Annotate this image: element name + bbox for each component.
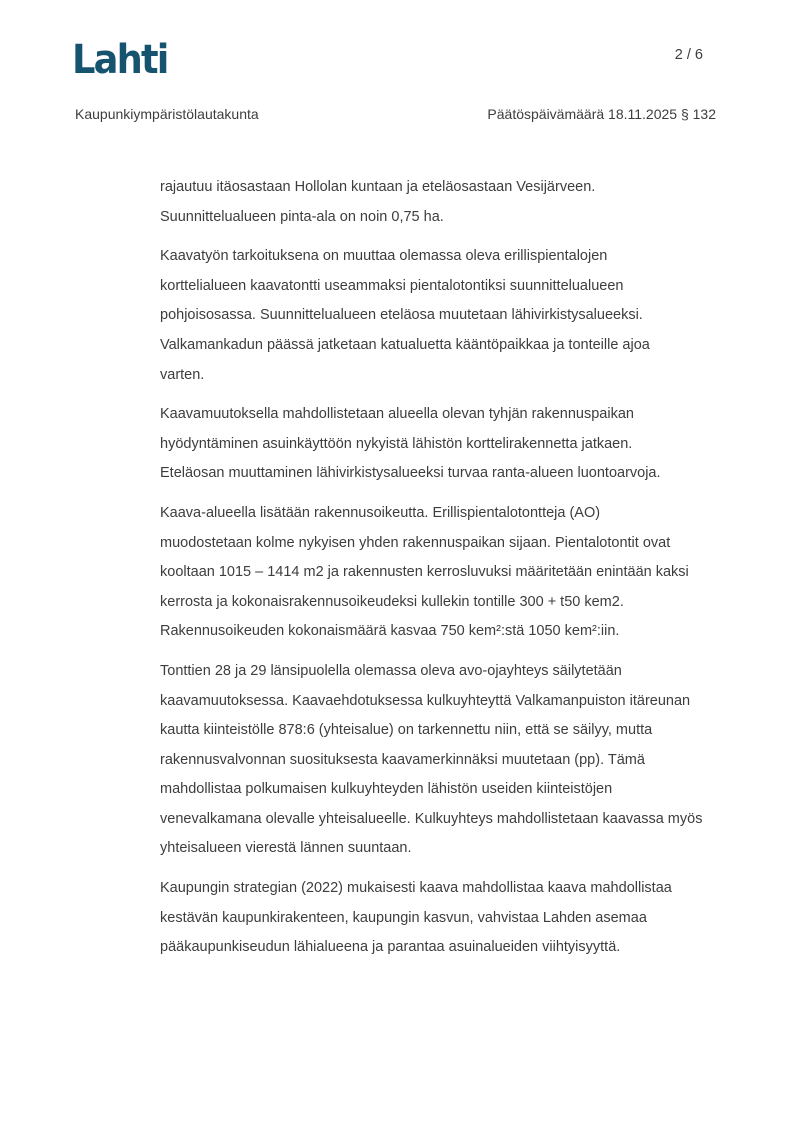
paragraph: Tonttien 28 ja 29 länsipuolella olemassa oleva avo-ojayhteys säilytetään kaavamuutoksessa. Kaavaehdotuksessa kulkuyhteyttä Valkamanpuiston itäreunan kautta kiinteistölle 878:6 (yhteisalue) on tarkennettu niin, että se säilyy, mutta rakennusvalvonnan suosituksesta kaavamerkinnäksi muutetaan (pp). Tämä mahdollistaa polkumaisen kulkuyhteyden lähistön useiden kiinteistöjen venevalkamana olevalle yhteisalueelle. Kulkuyhteys mahdollistetaan kaavassa myös yhteisalueen vierestä lännen suuntaan. xyxy=(160,662,703,857)
paragraph: Kaava-alueella lisätään rakennusoikeutta. Erillispientalotontteja (AO) muodostetaan kolme nykyisen yhden rakennuspaikan sijaan. Pientalotontit ovat kooltaan 1015 – 1414 m2 ja rakennusten kerrosluvuksi määritetään enintään kaksi kerrosta ja kokonaisrakennusoikeudeksi kullekin tontille 300 + t50 kem2. Rakennusoikeuden kokonaismäärä kasvaa 750 kem²:stä 1050 kem²:iin. xyxy=(160,504,689,640)
document-header xyxy=(75,106,716,122)
paragraph: rajautuu itäosastaan Hollolan kuntaan ja eteläosastaan Vesijärveen. Suunnittelualueen pinta-ala on noin 0,75 ha. xyxy=(160,179,596,225)
lahti-logo: Lahti xyxy=(72,37,168,83)
paragraph: Kaavatyön tarkoituksena on muuttaa olemassa oleva erillispientalojen korttelialueen kaavatontti useammaksi pientalotontiksi suunnittelualueen pohjoisosassa. Suunnittelualueen eteläosa muutetaan lähivirkistysalueeksi. Valkamankadun päässä jatketaan katualuetta kääntöpaikkaa ja tonteille ajoa varten. xyxy=(160,248,650,383)
decision-date: Päätöspäivämäärä 18.11.2025 § 132 xyxy=(487,106,716,122)
paragraph: Kaupungin strategian (2022) mukaisesti kaava mahdollistaa kaava mahdollistaa kestävän kaupunkirakenteen, kaupungin kasvun, vahvistaa Lahden asemaa pääkaupunkiseudun lähialueena ja parantaa asuinalueiden viihtyisyyttä. xyxy=(160,880,672,956)
paragraph: Kaavamuutoksella mahdollistetaan alueella olevan tyhjän rakennuspaikan hyödyntäminen asuinkäyttöön nykyistä lähistön korttelirakennetta jatkaen. Eteläosan muuttaminen lähivirkistysalueeksi turvaa ranta-alueen luontoarvoja. xyxy=(160,406,661,482)
page-number: 2 / 6 xyxy=(674,47,703,63)
committee-name: Kaupunkiympäristölautakunta xyxy=(75,106,259,122)
document-body xyxy=(160,173,740,973)
